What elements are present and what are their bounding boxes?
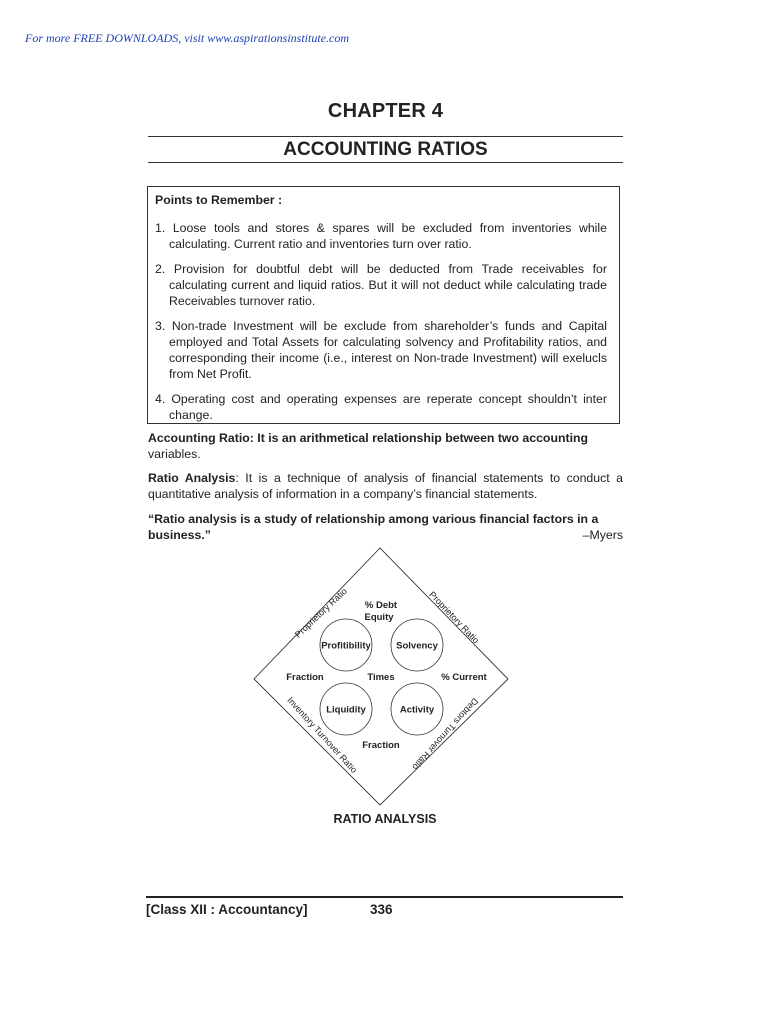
- ratio-analysis-diagram: [250, 543, 520, 808]
- chapter-number: CHAPTER 4: [327, 100, 444, 122]
- chapter-title: ACCOUNTING RATIOS: [283, 139, 488, 160]
- points-to-remember-box: [147, 186, 620, 424]
- accounting-ratio-definition-cont: variables.: [148, 447, 201, 461]
- fraction-left-label: Fraction: [286, 672, 324, 683]
- edge-label-bottom-left: Inventory Turnover Ratio: [285, 695, 360, 775]
- footer-class-label: [Class XII : Accountancy]: [146, 902, 308, 917]
- download-note: For more FREE DOWNLOADS, visit www.aspirationsinstitute.com: [25, 31, 349, 45]
- quote-author: –Myers: [582, 528, 623, 542]
- liquidity-label: Liquidity: [326, 704, 366, 716]
- solvency-label: Solvency: [396, 640, 438, 652]
- points-heading: Points to Remember :: [155, 193, 283, 207]
- diagram-caption: RATIO ANALYSIS: [333, 812, 437, 826]
- profitibility-label: Profitibility: [321, 640, 371, 652]
- times-label: Times: [367, 672, 395, 683]
- point-item: 1. Loose tools and stores & spares will be excluded from inventories while calculating. Current ratio and inventories turn over ratio.: [155, 221, 607, 251]
- edge-label-top-left: Proprietory Ratio: [292, 585, 349, 640]
- activity-label: Activity: [399, 704, 435, 716]
- fraction-bottom-label: Fraction: [362, 740, 400, 751]
- debt-label: % Debt: [364, 600, 398, 611]
- quote-text: “Ratio analysis is a study of relationship among various financial factors in a business.”: [148, 512, 599, 542]
- page-number: 336: [370, 902, 393, 917]
- ratio-analysis-text: : It is a technique of analysis of financial statements to conduct a quantitative analysis of information in a company’s financial statements.: [148, 471, 623, 501]
- current-label: % Current: [441, 672, 487, 683]
- point-item: 2. Provision for doubtful debt will be deducted from Trade receivables for calculating current and liquid ratios. But it will not deduct while calculating trade Receivables turnover ratio.: [155, 262, 607, 308]
- edge-label-bottom-right: Debtors Turnover Ratio: [410, 696, 481, 772]
- ratio-analysis-definition: [148, 470, 623, 502]
- equity-label: Equity: [364, 612, 394, 623]
- accounting-ratio-definition: Accounting Ratio: It is an arithmetical relationship between two accounting: [148, 431, 589, 445]
- edge-label-top-right: Proprietory Ratio: [427, 589, 482, 646]
- footer-rule: [146, 896, 623, 898]
- ratio-analysis-term: Ratio Analysis: [148, 471, 236, 485]
- title-rule-bottom: [148, 162, 623, 163]
- point-item: 3. Non-trade Investment will be exclude from shareholder’s funds and Capital employed and Total Assets for calculating solvency and Profitability ratios, and corresponding their income (i.e., interest on Non-trade Investment) will exelucls from Net Profit.: [155, 319, 607, 381]
- point-item: 4. Operating cost and operating expenses are reperate concept shouldn’t inter change.: [155, 392, 607, 422]
- title-rule-top: [148, 136, 623, 137]
- myers-quote: [148, 511, 623, 543]
